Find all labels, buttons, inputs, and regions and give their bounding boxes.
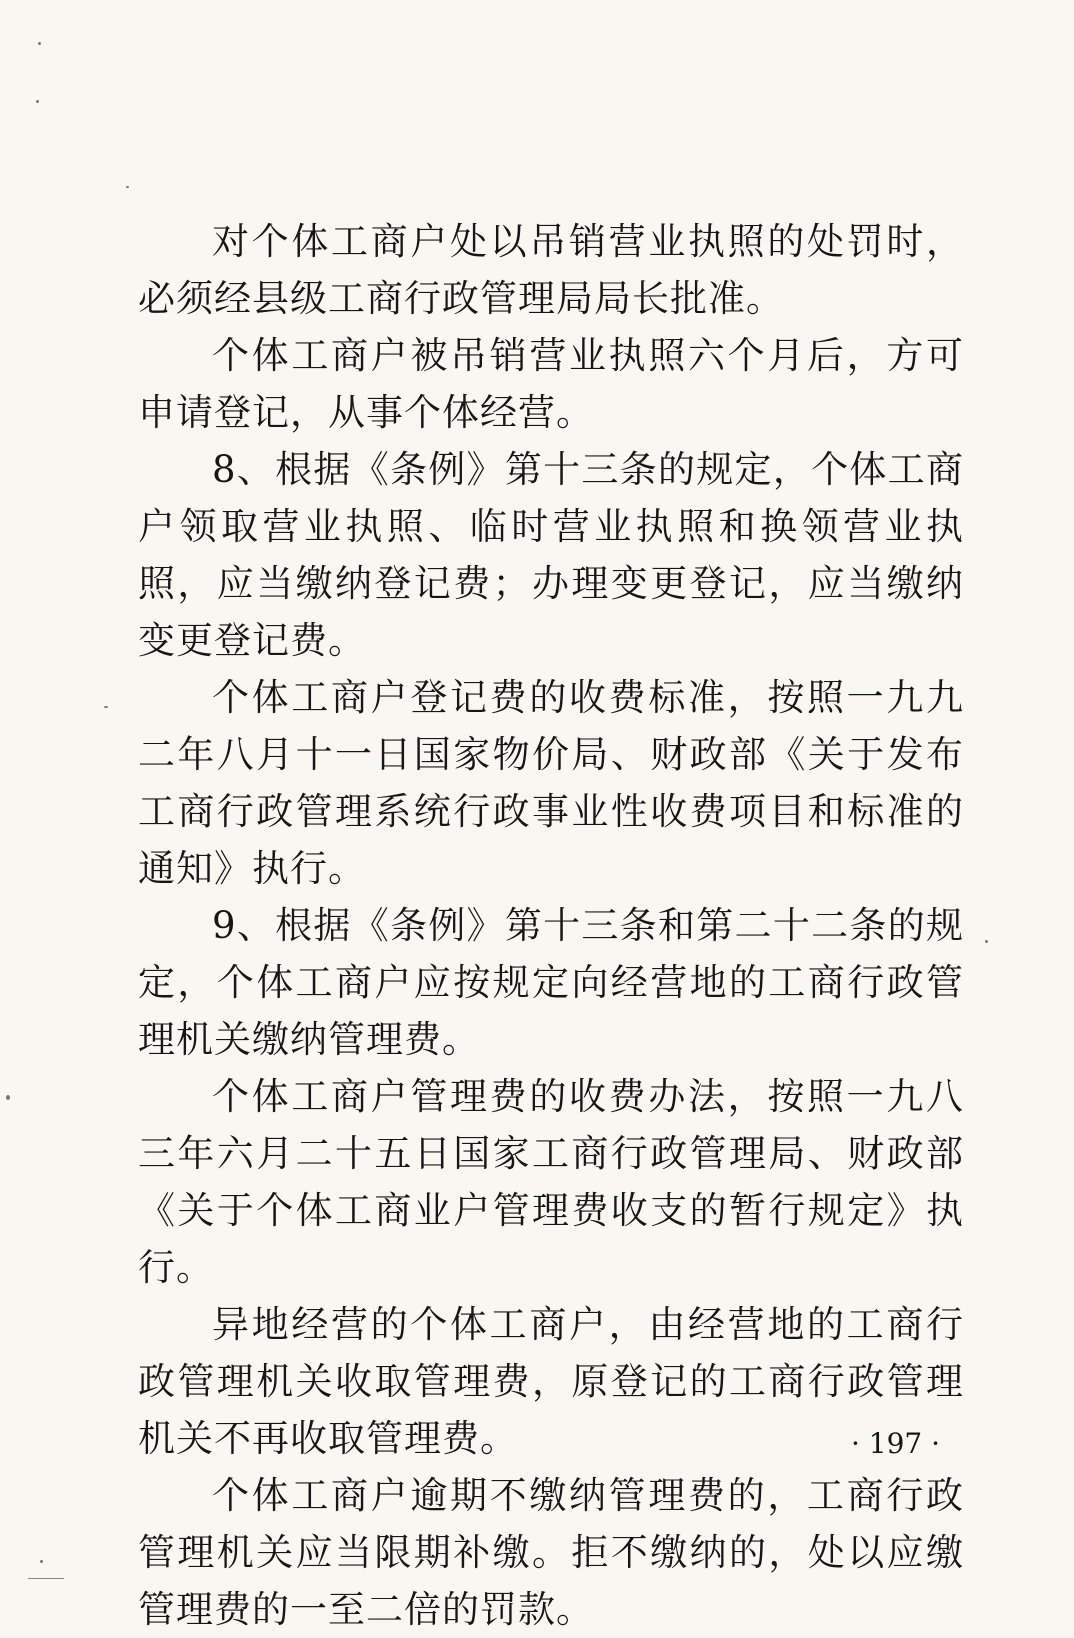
paragraph-8: 个体工商户逾期不缴纳管理费的，工商行政管理机关应当限期补缴。拒不缴纳的，处以应缴管理费的一至二倍的罚款。 bbox=[138, 1474, 964, 1631]
page-number: · 197 · bbox=[850, 1427, 940, 1460]
scan-speck bbox=[36, 100, 39, 103]
paragraph-4: 个体工商户登记费的收费标准，按照一九九二年八月十一日国家物价局、财政部《关于发布工商行政管理系统行政事业性收费项目和标准的通知》执行。 bbox=[138, 676, 964, 890]
scan-speck bbox=[104, 706, 108, 708]
paragraph-1: 对个体工商户处以吊销营业执照的处罚时，必须经县级工商行政管理局局长批准。 bbox=[138, 220, 964, 320]
scan-edge-mark bbox=[28, 1578, 64, 1579]
paragraph-3: 8、根据《条例》第十三条的规定，个体工商户领取营业执照、临时营业执照和换领营业执照，应当缴纳登记费；办理变更登记，应当缴纳变更登记费。 bbox=[138, 448, 964, 662]
paragraph-2: 个体工商户被吊销营业执照六个月后，方可申请登记，从事个体经营。 bbox=[138, 334, 964, 434]
scan-speck bbox=[126, 186, 129, 188]
scan-speck bbox=[6, 1095, 10, 1100]
body-text bbox=[138, 213, 964, 1638]
scan-speck bbox=[38, 42, 41, 45]
paragraph-6: 个体工商户管理费的收费办法，按照一九八三年六月二十五日国家工商行政管理局、财政部《关于个体工商业户管理费收支的暂行规定》执行。 bbox=[138, 1075, 964, 1289]
scan-speck bbox=[40, 1560, 43, 1563]
paragraph-5: 9、根据《条例》第十三条和第二十二条的规定，个体工商户应按规定向经营地的工商行政管理机关缴纳管理费。 bbox=[138, 904, 964, 1061]
scan-speck bbox=[985, 940, 988, 943]
paragraph-7: 异地经营的个体工商户，由经营地的工商行政管理机关收取管理费，原登记的工商行政管理机关不再收取管理费。 bbox=[138, 1303, 964, 1460]
